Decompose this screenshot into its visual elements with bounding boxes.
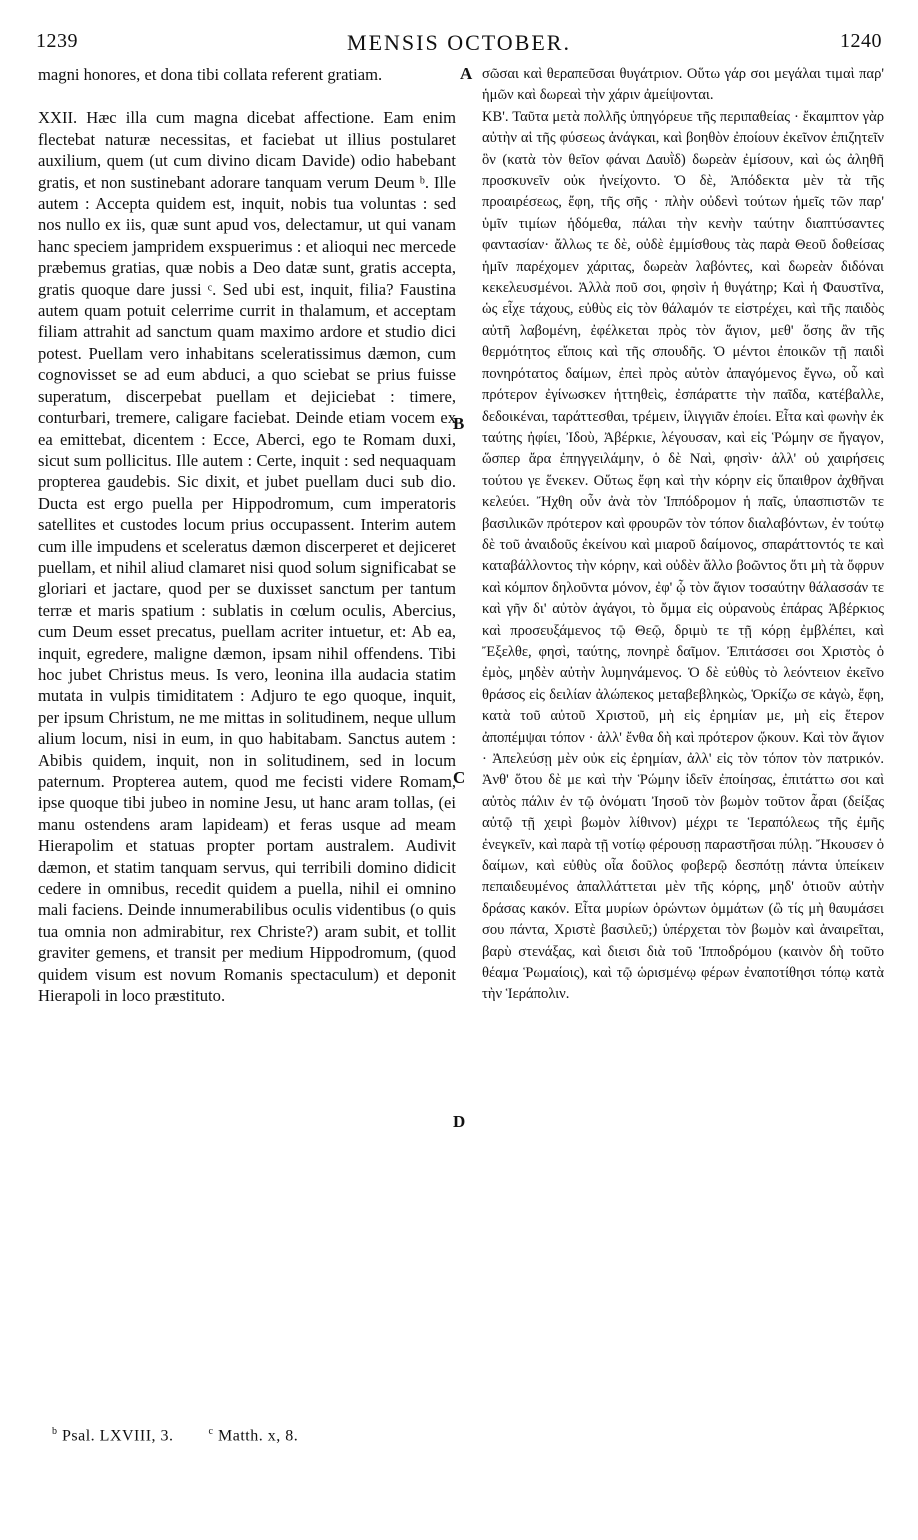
footnote-c-mark: c bbox=[208, 1426, 214, 1437]
footnote-b-text: Psal. LXVIII, 3. bbox=[62, 1427, 174, 1445]
latin-paragraph-1: magni honores, et dona tibi collata referent gratiam. bbox=[38, 65, 383, 84]
footnotes bbox=[52, 1426, 298, 1445]
section-marker-c: C bbox=[453, 768, 466, 787]
footnote-c-text: Matth. x, 8. bbox=[218, 1427, 299, 1445]
latin-paragraph-2: XXII. Hæc illa cum magna dicebat affectione. Eam enim flectebat naturæ necessitas, et faciebat ut illius postularet auxilium, quem (ut cum divino dicam Davide) odio habebant gratis, et non sustinebant adorare tanquam verum Deum ᵇ. Ille autem : Accepta quidem est, inquit, nobis tua voluntas : sed nos nullo ex iis, quæ sunt apud vos, delectamur, ut qui vanam hanc speciem jampridem exspuerimus : et alioqui nec mercede præbemus gratias, quæ nobis a Deo datæ sunt, gratis accepta, gratis quoque dare jussi ᶜ. Sed ubi est, inquit, filia? Faustina autem quam potuit celerrime currit in thalamum, et acceptam filiam attrahit ad sanctum quam maximo ardore et studio dici potest. Puellam vero inhabitans sceleratissimus dæmon, cum cognovisset se ad eum abduci, a quo sciebat se prius fuisse superatum, discerpebat puellam et dejiciebat : timere, conturbari, tremere, caligare faciebat. Deinde etiam vocem ex ea emittebat, dicentem : Ecce, Aberci, ego te Romam duxi, sicut sum pollicitus. Ille autem : Certe, inquit : sed nequaquam propterea gaudebis. Sic dixit, et jubet puellam duci sub dio. Ducta est ergo puella per Hippodromum, cum imperatoris satellites et custodes locum prius occupassent. Interim autem cum ille impudens et sceleratus dæmon discerperet et dejiceret puellam, et nihil aliud clamaret nisi quod solum significabat se gloriari et jactare, quod per se duxisset sanctum per tantum terræ et maris spatium : sublatis in cœlum oculis, Abercius, cum Deum esset precatus, puellam acriter intuetur, et: Ab ea, inquit, egredere, maligne dæmon, ipsam nihil offendens. Tibi hoc jubet Christus meus. Is vero, leonina illa audacia statim mutata in vulpis timiditatem : Adjuro te ego quoque, inquit, per ipsum Christum, ne me mittas in solitudinem, neque ullum alium locum, nisi in eum, in quo habitabam. Sanctus autem : Abibis quidem, inquit, non in solitudinem, sed in locum paternum. Propterea autem, quod me fecisti videre Romam, ipse quoque tibi jubeo in nomine Jesu, ut hanc aram tollas, (ei manu ostendens aram lapideam) et feras usque ad meam Hierapolim et statuas propter portam australem. Audivit dæmon, et statim tanquam servus, qui terribili domino didicit cedere in omnibus, recedit quidem a puella, nihil ei omnino mali faciens. Deinde innumerabilibus oculis videntibus (o quis tua omnia non admirabitur, rex Christe?) aram subit, et tollit graviter gemens, et transit per medium Hippodromum, (quod quidem visum est novum Romanis spectaculum) et deponit Hierapoli in loco præstituto. bbox=[38, 108, 456, 1006]
latin-column bbox=[38, 64, 456, 1006]
greek-paragraph-2: ΚΒ'. Ταῦτα μετὰ πολλῆς ὑπηγόρευε τῆς περιπαθείας · ἔκαμπτον γὰρ αὐτὴν αἱ τῆς φύσεως ἀνάγκαι, καὶ βοηθὸν ἐποίουν ἐκεῖνον ἐπιζητεῖν ὃν (κατὰ τὸν θεῖον φάναι Δαυῒδ) δωρεὰν ἐμίσουν, καὶ ὡς ἀληθῆ προσκυνεῖν οὐκ ἠνείχοντο. Ὁ δὲ, Ἀπόδεκτα μὲν τὰ τῆς προαιρέσεως, ἔφη, τῆς σῆς · πλὴν οὐδενὶ τούτων ἡμεῖς τῶν παρ' ὑμῖν τιμίων ἡδόμεθα, πάλαι τὴν κενὴν ταύτην διαπτύσαντες φαντασίαν· ἄλλως τε δὲ, οὐδὲ ἐμμίσθους τὰς παρὰ Θεοῦ δοθείσας ἡμῖν παρέχομεν χάριτας, δωρεὰν λαβόντες, καὶ δωρεὰν διδόναι κεκελευσμένοι. Ἀλλὰ ποῦ σοι, φησὶν ἡ θυγάτηρ; Καὶ ἡ Φαυστῖνα, ὡς εἶχε τάχους, εὐθὺς εἰς τὸν θάλαμόν τε εἰστρέχει, καὶ τῆς παιδὸς αὐτῆ λαβομένη, ἐφέλκεται πρὸς τὸν ἅγιον, μεθ' ὅσης ἂν τῆς θερμότητος εἴποις καὶ τῆς σπουδῆς. Ὁ μέντοι ἐποικῶν τῇ παιδὶ πονηρότατος δαίμων, ἐπεὶ πρὸς αὐτὸν ἀπαγόμενος ἔγνω, οὗ καὶ πρότερον ἐγίνωσκεν ἡττηθεὶς, ἐσπάραττε τὴν παῖδα, κατέβαλλε, δεδοικέναι, ταράττεσθαι, τρέμειν, ἰλιγγιᾶν ἐποίει. Εἶτα καὶ φωνὴν ἐκ ταύτης ἠφίει, Ἰδοὺ, Ἀβέρκιε, λέγουσαν, καὶ εἰς Ῥώμην σε ἤγαγον, ὥσπερ ἄρα ἐπηγγειλάμην, ὁ δὲ Ναὶ, φησὶν· ἀλλ' οὐ χαιρήσεις τούτου γε ἕνεκεν. Οὕτως ἔφη καὶ τὴν κόρην εἰς ὕπαιθρον ἀχθῆναι κελεύει. Ἤχθη οὖν ἀνὰ τὸν Ἱππόδρομον ἡ παῖς, ὑπασπιστῶν τε βασιλικῶν πρότερον καὶ φρουρῶν τὸν τόπον διαλαβόντων, ἐν τούτῳ δὲ τοῦ ἀναιδοῦς ἐκείνου καὶ μιαροῦ δαίμονος, σπαράττοντός τε καὶ καταβάλλοντος τὴν κόρην, καὶ οὐδὲν ἄλλο βοῶντος ὅτι μὴ τὰ ὄφρυν καὶ κόμπον δηλοῦντα μόνον, ἐφ' ᾧ τὸν ἅγιον τοσαύτην θάλασσάν τε καὶ γῆν δι' αὐτὸν ἀγάγοι, τὸ ὄμμα εἰς οὐρανοὺς ἐπάρας Ἀβέρκιος καὶ προσευξάμενος τῷ Θεῷ, δριμὺ τε τῇ κόρῃ ἐμβλέπει, καὶ Ἔξελθε, φησὶ, ταύτης, πονηρὲ δαῖμον. Ἐπιτάσσει σοι Χριστὸς ὁ ἐμὸς, μηδὲν αὐτὴν λυμηνάμενος. Ὁ δὲ εὐθὺς τὸ λεόντειον ἐκεῖνο θράσος εἰς δειλίαν ἀλώπεκος μεταβεβληκὼς, Ὁρκίζω σε κἀγὼ, ἔφη, κατὰ τοῦ αὐτοῦ Χριστοῦ, μὴ εἰς ἐρημίαν με, μὴ εἰς ἕτερον ἀποπέμψαι τόπον · ἀλλ' ἔνθα δὴ καὶ πρότερον ᾤκουν. Καὶ τὸν ἅγιον · Ἀπελεύσῃ μὲν οὐκ εἰς ἐρημίαν, ἀλλ' εἰς τὸν τόπον τὸν πατρικόν. Ἀνθ' ὅτου δὲ με καὶ τὴν Ῥώμην ἰδεῖν ἐποίησας, ἐπιτάττω σοι καὶ αὐτὸς πάλιν ἐν τῷ ὀνόματι Ἰησοῦ τὸν βωμὸν τοῦτον ἆραι (δείξας αὐτῷ τῇ χειρὶ βωμὸν λίθινον) μέχρι τε Ἱεραπόλεως τῆς ἐμῆς ἐνεγκεῖν, καὶ παρὰ τῇ νοτίῳ φέρουσῃ παραστῆσαι πύλῃ. Ἤκουσεν ὁ δαίμων, καὶ εὐθὺς οἷα δοῦλος φοβερῷ δεσπότῃ πάντα ὑπείκειν πεπαιδευμένος ἀπαλλάττεται μὲν τῆς κόρης, μηδ' ὁτιοῦν αὐτὴν δράσας κακόν. Εἶτα μυρίων ὁρώντων ὀμμάτων (ὢ τίς μὴ θαυμάσει σου πάντα, Χριστὲ βασιλεῦ;) ὑπέρχεται τὸν βωμὸν καὶ ἀναιρεῖται, βαρὺ στενάξας, καὶ διεισι διὰ τοῦ Ἱπποδρόμου (καινὸν δὴ τοῦτο θέαμα Ῥωμαίοις), καὶ τῷ ὡρισμένῳ φέρων ἐναποτίθησι τόπῳ κατὰ τὴν Ἱεράπολιν. bbox=[482, 108, 884, 1003]
section-marker-d: D bbox=[453, 1112, 466, 1131]
section-marker-a: A bbox=[460, 64, 473, 83]
page-header bbox=[0, 0, 918, 60]
paragraph-gap bbox=[38, 85, 456, 107]
section-marker-b: B bbox=[453, 414, 465, 433]
page-number-left: 1239 bbox=[36, 30, 78, 52]
greek-paragraph-1: σῶσαι καὶ θεραπεῦσαι θυγάτριον. Οὕτω γάρ σοι μεγάλαι τιμαὶ παρ' ἡμῶν καὶ δωρεαὶ τὴν χάριν ἀμείψονται. bbox=[482, 66, 884, 104]
greek-column bbox=[482, 64, 884, 1006]
page-number-right: 1240 bbox=[840, 30, 882, 52]
footnote-b-mark: b bbox=[52, 1426, 58, 1437]
running-title: MENSIS OCTOBER. bbox=[347, 30, 571, 55]
